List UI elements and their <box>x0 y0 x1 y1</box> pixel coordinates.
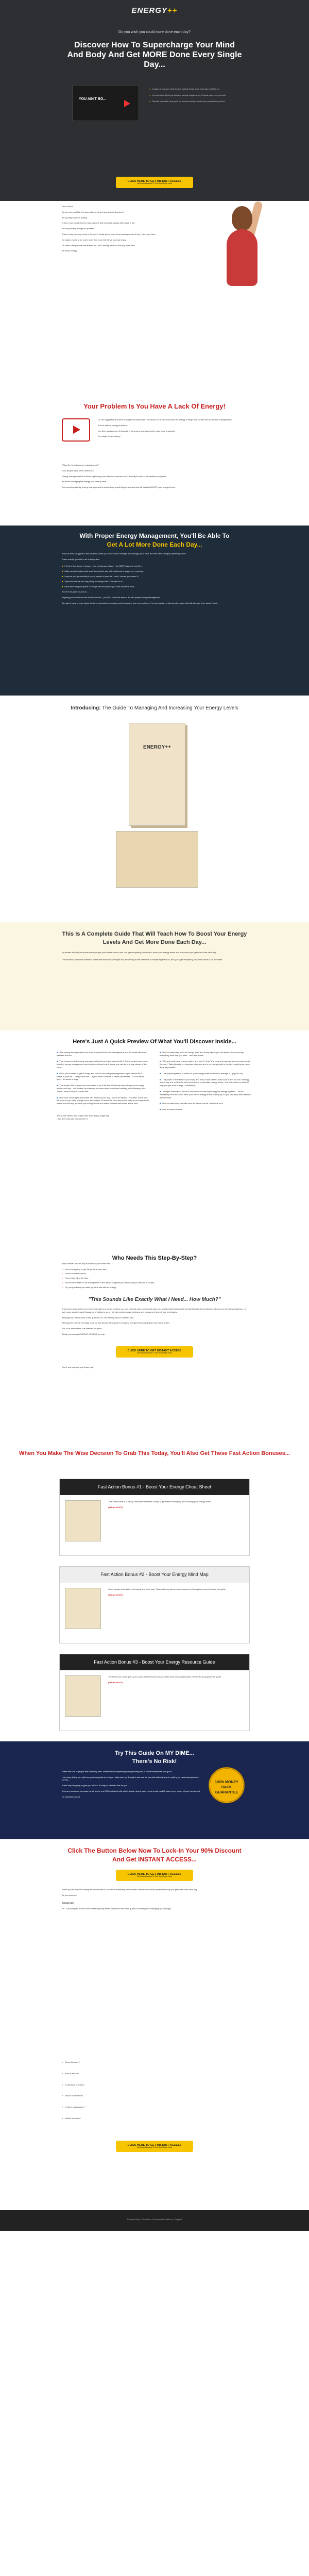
guide-section <box>0 922 309 1030</box>
closing-ps: PS - I've compiled some of the most frequently asked questions about this guide to boosting and managing your energy... <box>62 1907 173 1910</box>
preview-right-list <box>160 1051 252 1114</box>
list-item: ● Results come fast, and you'll be shocked at how much more productive you feel. <box>149 100 232 103</box>
bonus-header <box>0 1443 309 1479</box>
guide-para: I've decided a complete research all the time because a lifestyle and performing at the best level in everything that I do, and you'll get everything you need inside to do the same. <box>62 958 223 961</box>
book-cover <box>129 723 185 826</box>
problem-para: You time management is important, but energy management is even more important. <box>98 429 176 432</box>
problem-para: Energy management is all about optimizing your days in a way that won't actually be able to accomplish your plans. <box>62 474 167 478</box>
bonus-desc: Some people learn better by looking at a mind map. This mind map gives you an overview of everything covered inside the guide. <box>108 1588 226 1591</box>
signature: SIGNATURE <box>62 1902 74 1905</box>
list-item: ✓ You're an entrepreneur. <box>62 1272 247 1275</box>
list-item: ■ The 4 sources of all energy management and how to get started with it. Some people have never heard of energy management and don't even know how it works; you can be one step ahead of the curve. <box>57 1060 149 1069</box>
final-cta-button[interactable] <box>116 2141 193 2152</box>
bonus-card-title: Fast Action Bonus #3 - Boost Your Energy Resource Guide <box>60 1654 249 1670</box>
guarantee-para: That's why I'm going to give you a FULL 30 days to decide if this for you. <box>62 1784 128 1787</box>
letter-para: There's only so many hours in the day. I would spend more time working on this if only I had more time... <box>62 232 157 235</box>
book-image <box>111 723 198 888</box>
cta-main-label: CLICK HERE TO GET INSTANT ACCESS <box>127 1872 182 1876</box>
guarantee-title-2: There's No Risk! <box>132 1758 177 1765</box>
closing-section <box>0 1839 309 2056</box>
who-para: And if you buy now, you'll also get... <box>62 1365 95 1368</box>
problem-para: You might be wondering... <box>98 435 122 438</box>
bonus-image <box>65 1675 101 1717</box>
hero-section <box>0 0 309 201</box>
letter-para: You've probably thought so yourself... <box>62 227 96 230</box>
list-item: ✓ Or, you just know you make up think and with no energy. <box>62 1286 247 1289</box>
benefits-list <box>62 565 247 588</box>
guarantee-title <box>62 1750 247 1766</box>
preview-section <box>0 1030 309 1247</box>
who-para: Today, you can get INSTANT ACCESS for only... <box>62 1333 106 1336</box>
faq-item[interactable]: ● How is it delivered? <box>62 2094 247 2097</box>
brand-logo <box>0 5 309 16</box>
bonus-card-title: Fast Action Bonus #1 - Boost Your Energy Cheat Sheet <box>60 1479 249 1495</box>
bonus-value: (Valued at $27) <box>108 1505 123 1509</box>
play-icon[interactable] <box>124 100 130 107</box>
benefits-title-highlight: Get A Lot More Done Each Day... <box>107 541 202 549</box>
list-item: ■ Plus a whole lot more... <box>160 1108 252 1111</box>
benefits-outro3: To make it easy to learn about the best methods for managing and increasing your energy levels, I've put together a step-by-step guide that will take you from start to finish. <box>62 601 218 604</box>
list-item: ■ Have the energy to spend do things with the people you care about the most. <box>62 585 247 588</box>
bonus-card <box>59 1479 250 1556</box>
bonus-card <box>59 1566 250 1643</box>
book-title: ENERGY++ <box>143 744 171 750</box>
problem-para: Most people have never heard of it. <box>62 469 94 472</box>
benefits-title <box>62 532 247 550</box>
bonus-image <box>65 1588 101 1629</box>
cta-sub-label: Get Instant Access To This Book Right Now! <box>136 182 173 185</box>
benefits-title-main: With Proper Energy Management, You'll Be Able To <box>79 532 230 539</box>
list-item: ✓ You're tired all of the time. <box>62 1277 247 1280</box>
closing-title: Click The Button Below Now To Lock-In Your 90% Discount And Get INSTANT ACCESS... <box>67 1847 242 1863</box>
guarantee-para: I can keep telling you just how great my guide is, but you really won't go through it and see for yourself which is why I'm putting my personal guarantee on this... <box>62 1775 199 1782</box>
letter-para: It's about energy. <box>62 249 78 252</box>
benefits-outro2: Anything you don't have the time to do now... you WILL have the time to do with proper energy management. <box>62 596 161 599</box>
bonus-value: (Valued at $17) <box>108 1593 123 1596</box>
hero-cta-button[interactable] <box>116 177 193 188</box>
guarantee-badge: 100% MONEY BACK GUARANTEE <box>209 1767 245 1803</box>
guarantee-para: If for any reason or no reason at all, you're not 100% satisfied with what's inside, simply send me an email, and I'll issue every penny of your investment. <box>62 1790 201 1793</box>
cta-sub-label: Get Instant Access To This Book Right Now! <box>136 2146 173 2148</box>
list-item: ✓ You're struggling to get things done each day. <box>62 1268 247 1271</box>
letter-para: It's a pretty common feeling... <box>62 216 89 219</box>
cta-main-label: CLICK HERE TO GET INSTANT ACCESS <box>127 180 182 183</box>
guide-para: My stories will only work best when you get your hands on this now. You get everything you need to boost your energy levels and make sure you get more done each day. <box>62 951 217 954</box>
problem-title: Your Problem Is You Have A Lack Of Energy! <box>83 402 226 410</box>
bonus-image <box>65 1500 101 1541</box>
closing-para: To your success! <box>62 1893 77 1896</box>
who-para: If you were going to hire an energy management expert to show you how to boost your energy each day, you would easily find yourself invested hundreds of dollars to let you in on all of my teachings... In fact, many people invest thousands of dollars to go on retreats and personal seminars and programs to learn these techniques. <box>62 1308 247 1313</box>
price-cta-button[interactable] <box>116 1346 193 1358</box>
video-player[interactable] <box>72 85 139 121</box>
list-item: ■ How food, beverages and health can influence your day... know its impact... how little, of the time it'll seem in your daily energy levels, and maybe I'll reveal the ideal amount of sleep your unique body needs that will help improve your energy levels and make you feel well rested all the time. <box>57 1096 149 1105</box>
who-para: But, for a limited time, I've slashed the price... <box>62 1327 104 1330</box>
letter-para: Dear Friend, <box>62 205 74 208</box>
list-item: ■ How to easily stay up to full energy each and every day so you can tackle the day and get everything done that you want... and then some! <box>160 1051 252 1057</box>
guarantee-title-1: Try This Guide On MY DIME... <box>115 1750 194 1756</box>
faq-item[interactable]: ● Does this work? <box>62 2061 247 2064</box>
list-item: ● You don't need to know tricks or special supplements to boost your energy levels. <box>149 94 232 97</box>
cta-sub-label: Get Instant Access To This Book Right Now! <box>136 1351 173 1354</box>
faq-section <box>0 2056 309 2210</box>
bonus-card <box>59 1654 250 1731</box>
closing-cta-button[interactable] <box>116 1870 193 1881</box>
footer <box>0 2210 309 2231</box>
intro-heading <box>0 705 309 713</box>
faq-list <box>62 2061 247 2120</box>
list-item: ■ Improve your productivity in every aspect of your life... work, chores, you name it... <box>62 575 247 578</box>
hero-bullets <box>149 88 232 106</box>
logo-main: ENERGY <box>131 6 167 15</box>
woman-image <box>216 201 278 319</box>
list-item: ■ Why you can't have energy cycles, and how to "train" the body and manage your energy through the day... Taking breaks to recognize when you are in an energy cycle is the key to getting as much done as possible. <box>160 1060 252 1069</box>
guarantee-para: No questions asked. <box>62 1795 81 1798</box>
list-item: ■ The simple, little changes you can make to your life that will quickly supercharge your energy levels each day... You'll wake up refreshed, become more productive instantly, and ultimately be a "super" version of your current self. <box>57 1084 149 1093</box>
footer-links[interactable]: Privacy Policy | Disclaimer | Terms and Conditions | Support <box>127 2218 182 2221</box>
who-intro: If you answer YES to any of the below, you need this... <box>62 1262 112 1265</box>
bonus-desc: This cheat sheet is a handy checklist that makes it easy to get started managing and boosting your energy levels. <box>108 1500 212 1503</box>
who-para: Although my normal price of this guide is $79, I'm offering this for a limited time. <box>62 1316 134 1319</box>
preview-title: Here's Just A Quick Preview Of What You'll Discover Inside... <box>73 1039 236 1045</box>
problem-para: It's about managing the energy you already have. <box>62 480 107 483</box>
guide-title: This Is A Complete Guide That Will Teach How To Boost Your Energy Levels And Get More Done Each Day... <box>62 931 247 945</box>
faq-item[interactable]: ● Is there a guarantee? <box>62 2106 247 2109</box>
intro-prefix: Introducing: <box>71 705 101 711</box>
who-para: Although the normal everyday price for this step-by-step guide to boosting energy levels and getting more done is $97... <box>62 1321 171 1325</box>
problem-text <box>98 418 232 440</box>
bonus-desc: The Resource Guide gives you a quick list of resources to all of the resources and products mentioned throughout the guide. <box>108 1675 222 1679</box>
bonus-value: (Valued at $17) <box>108 1681 123 1684</box>
list-item: ■ A simple roadmap to follow so that you can start improving your energy right this... All the necessary tools and you'll have your overall energy levels looking up, so you can have more tasks in which before. <box>160 1090 252 1099</box>
preview-note2: ...but don't just take my word for it. <box>57 1117 88 1120</box>
benefits-intro: If you've ever struggled to find the time, when you know how to manage your energy, you'll have the time AND energy to get things done. <box>62 552 186 555</box>
logo-plus: ++ <box>167 6 178 15</box>
bonus-title: When You Make The Wise Decision To Grab This Today, You'll Also Get These Fast Action Bonuses... <box>19 1450 290 1456</box>
sales-letter <box>0 201 309 397</box>
list-item: ■ The surprising effect of stress on your energy levels and how to manage it... (top of it all). <box>160 1072 252 1075</box>
guarantee-para: There are a lot of people that make big offer, sometimes in impressing ways probably just to make themselves look good. <box>62 1770 173 1773</box>
product-intro <box>0 696 309 922</box>
list-item: ■ Find the time to get in shape... and not just any shape... the BEST shape of your life... <box>62 565 247 568</box>
video-label: YOU AIN'T BO... <box>79 97 107 101</box>
problem-para: I'm not suggesting that time management skills aren't important, but if you don't have the energy to begin with, what's the use of time management? <box>98 418 232 421</box>
list-item: ■ How to make sure you take care the whole picture, and in the end! <box>160 1102 252 1105</box>
faq-item[interactable]: ● Who is this for? <box>62 2072 247 2075</box>
faq-item[interactable]: ● What's included? <box>62 2117 247 2120</box>
preview-note: This is the easiest way to get more done every single day... <box>57 1114 111 1117</box>
hero-title: Discover How To Supercharge Your Mind And Body And Get MORE Done Every Single Day... <box>67 41 242 70</box>
closing-para: Thank you so much for taking the time to take a look at this extremely limited offer! Feel free to add the potential to help you get more done each day. <box>62 1888 198 1891</box>
who-list <box>62 1268 247 1289</box>
faq-item[interactable]: ● Is this hard to follow? <box>62 2083 247 2087</box>
preview-columns <box>57 1051 252 1114</box>
problem-para: And most importantly, energy management is about doing small things each day that will actually BOOST your energy levels. <box>62 486 176 489</box>
problem-text-lower <box>62 464 247 492</box>
benefits-intro2: That's exactly your life to be in things like: <box>62 557 100 561</box>
guarantee-section <box>0 1741 309 1839</box>
list-item: ■ What you've failed to get in shape and how to use energy management to get into the BEST shape of your life... Today! How one... Again, when it comes to health and fitness... it's not about time... it's about energy. <box>57 1072 149 1081</box>
letter-para: I'm here to tell you that the answer you ARE looking for is not actually more time... <box>62 244 136 247</box>
benefits-section <box>0 526 309 696</box>
price-question-title: "This Sounds Like Exactly What I Need... How Much?" <box>88 1296 221 1302</box>
letter-para: In fact, most people believe that a lack of time is what's holding them back in life. <box>62 222 135 225</box>
intro-title: The Guide To Managing And Increasing Your Energy Levels <box>102 705 238 711</box>
bonus-card-title: Fast Action Bonus #2 - Boost Your Energy Mind Map <box>60 1567 249 1583</box>
hero-kicker: Do you wish you could more done each day? <box>118 30 191 34</box>
letter-para: Or maybe you long for some more time to do the things you truly enjoy. <box>62 238 127 241</box>
list-item: ■ Make an actual plan each week to meet the day with enhanced energy every morning... <box>62 570 247 573</box>
problem-section <box>0 397 309 526</box>
list-item: ● Imagine if you were able to start getting things done each day in full force... <box>149 88 232 91</box>
list-item: ■ Why energy management is far more important than time management and the exact difference between the two. <box>57 1051 149 1057</box>
benefits-outro: And the list goes on and on... <box>62 590 89 594</box>
problem-para: It won't help at energy problems. <box>98 423 128 427</box>
letter-para: Do you ever feel like the day just went by and you got nothing done? <box>62 210 125 213</box>
who-section <box>0 1247 309 1443</box>
preview-left-list <box>57 1051 149 1114</box>
list-item: ■ Spend more time and stay doing the things that YOU want to do... <box>62 580 247 583</box>
who-title: Who Needs This Step-By-Step? <box>112 1255 197 1261</box>
list-item: ■ The power of nutrients in your body, and how to take care to make sure it isn't run out of energy... simply say it to control the best foods to eat to stimulate energy levels... the instruction on what will help you get more energy... indefinitely! <box>160 1078 252 1087</box>
cta-sub-label: Get Instant Access To This Book Right Now! <box>136 1875 173 1877</box>
cta-main-label: CLICK HERE TO GET INSTANT ACCESS <box>127 2143 182 2147</box>
video-icon <box>62 418 90 442</box>
cta-main-label: CLICK HERE TO GET INSTANT ACCESS <box>127 1349 182 1352</box>
problem-para: "What the heck is energy management?" <box>62 464 99 466</box>
list-item: ✓ You're never seem to be enough time in the day to complete your tasks and you feel out of control. <box>62 1281 247 1284</box>
book-stack <box>116 831 198 888</box>
